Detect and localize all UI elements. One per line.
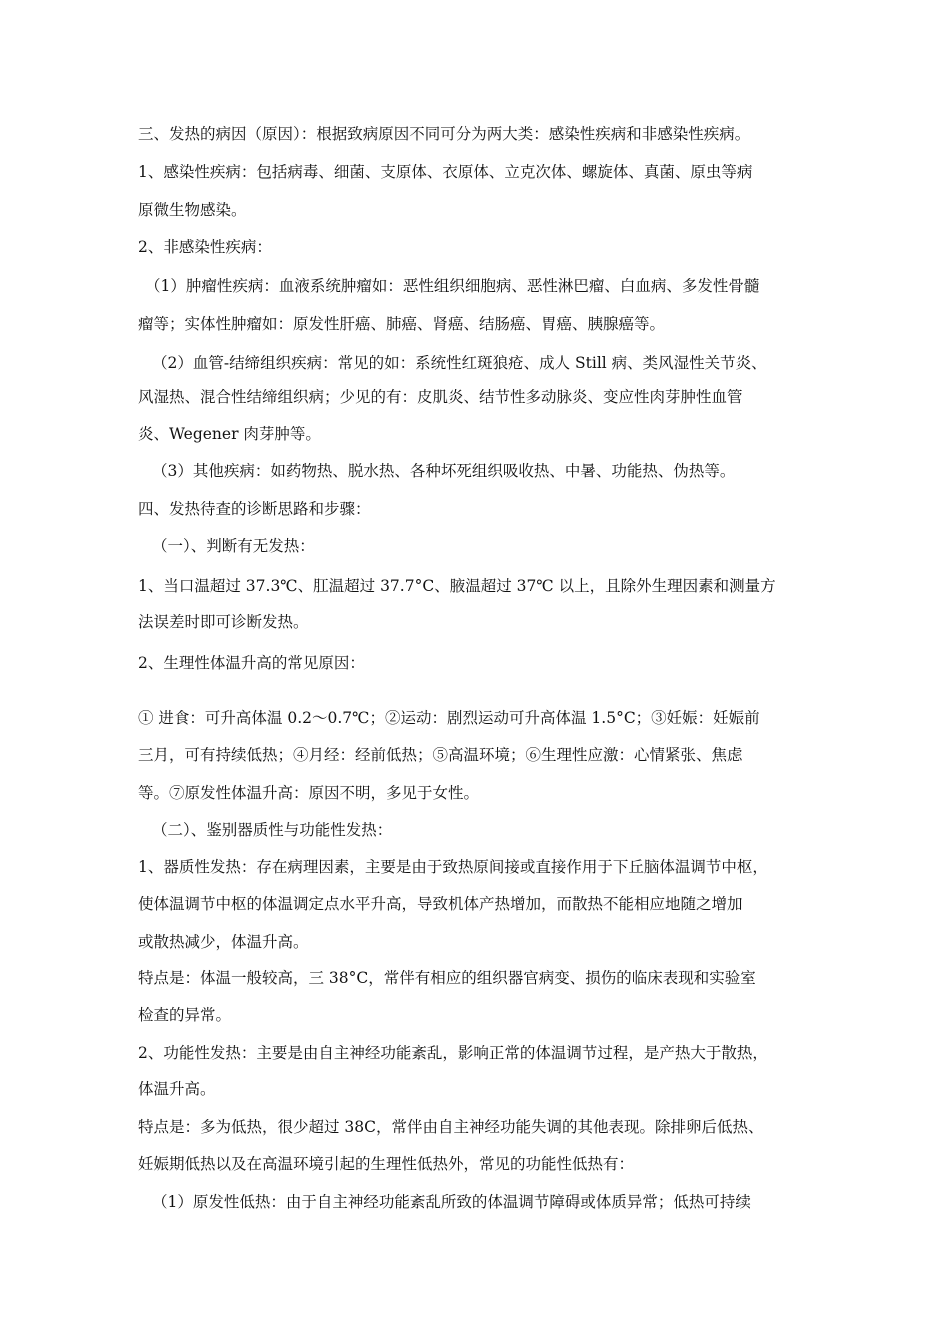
paragraph-line: 炎、Wegener 肉芽肿等。	[138, 425, 321, 443]
subheading-line: （一）、判断有无发热：	[152, 537, 315, 555]
paragraph-line: 妊娠期低热以及在高温环境引起的生理性低热外，常见的功能性低热有：	[138, 1155, 635, 1173]
subheading-line: 2、非感染性疾病：	[138, 238, 272, 256]
paragraph-line: 原微生物感染。	[138, 201, 247, 219]
paragraph-line: 1、当口温超过 37.3℃、肛温超过 37.7°C、腋温超过 37℃ 以上，且除外生理因素和测量方	[138, 577, 776, 595]
subheading-line: （二）、鉴别器质性与功能性发热：	[152, 821, 393, 839]
paragraph-line: 1、器质性发热：存在病理因素，主要是由于致热原间接或直接作用于下丘脑体温调节中枢，	[138, 858, 768, 876]
subheading-line: 2、生理性体温升高的常见原因：	[138, 654, 365, 672]
paragraph-line: 体温升高。	[138, 1080, 216, 1098]
paragraph-line: 特点是：多为低热，很少超过 38C，常伴由自主神经功能失调的其他表现。除排卵后低热、	[138, 1118, 764, 1136]
paragraph-line: （2）血管-结缔组织疾病：常见的如：系统性红斑狼疮、成人 Still 病、类风湿性关节炎、	[152, 354, 767, 372]
paragraph-line: （3）其他疾病：如药物热、脱水热、各种坏死组织吸收热、中暑、功能热、伪热等。	[152, 462, 736, 480]
paragraph-line: 使体温调节中枢的体温调定点水平升高，导致机体产热增加，而散热不能相应地随之增加	[138, 895, 743, 913]
paragraph-line: 或散热减少，体温升高。	[138, 933, 309, 951]
paragraph-line: 1、感染性疾病：包括病毒、细菌、支原体、衣原体、立克次体、螺旋体、真菌、原虫等病	[138, 163, 753, 181]
paragraph-line: 2、功能性发热：主要是由自主神经功能紊乱，影响正常的体温调节过程，是产热大于散热，	[138, 1044, 768, 1062]
paragraph-line: 特点是：体温一般较高，三 38°C，常伴有相应的组织器官病变、损伤的临床表现和实验室	[138, 969, 756, 987]
paragraph-line: 检查的异常。	[138, 1006, 232, 1024]
paragraph-line: （1）肿瘤性疾病：血液系统肿瘤如：恶性组织细胞病、恶性淋巴瘤、白血病、多发性骨髓	[145, 277, 760, 295]
paragraph-line: 等。⑦原发性体温升高：原因不明，多见于女性。	[138, 784, 480, 802]
section-heading-fever-causes: 三、发热的病因（原因）：根据致病原因不同可分为两大类：感染性疾病和非感染性疾病。	[138, 125, 751, 143]
paragraph-line: 法误差时即可诊断发热。	[138, 613, 309, 631]
paragraph-line: ① 进食：可升高体温 0.2～0.7℃；②运动：剧烈运动可升高体温 1.5°C；③妊娠：妊娠前	[138, 709, 760, 727]
paragraph-line: 三月，可有持续低热；④月经：经前低热；⑤高温环境；⑥生理性应激：心情紧张、焦虑	[138, 746, 743, 764]
paragraph-line: 风湿热、混合性结缔组织病；少见的有：皮肌炎、结节性多动脉炎、变应性肉芽肿性血管	[138, 388, 743, 406]
section-heading-diagnosis: 四、发热待查的诊断思路和步骤：	[138, 500, 371, 518]
paragraph-line: （1）原发性低热：由于自主神经功能紊乱所致的体温调节障碍或体质异常；低热可持续	[152, 1193, 751, 1211]
paragraph-line: 瘤等；实体性肿瘤如：原发性肝癌、肺癌、肾癌、结肠癌、胃癌、胰腺癌等。	[138, 315, 666, 333]
